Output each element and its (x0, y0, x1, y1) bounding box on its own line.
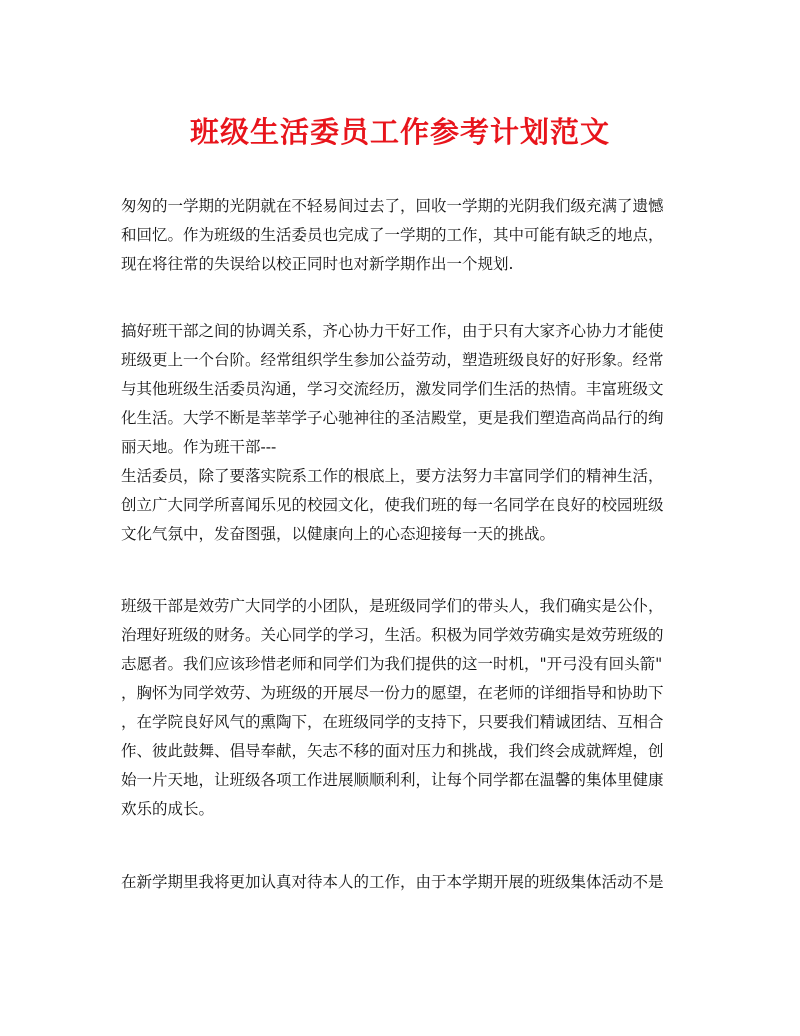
document-title: 班级生活委员工作参考计划范文 (189, 115, 610, 149)
paragraph-line: ，在学院良好风气的熏陶下，在班级同学的支持下，只要我们精诚团结、互相合 (121, 713, 664, 731)
paragraph-4 (121, 868, 681, 897)
paragraph-line: 创立广大同学所喜闻乐见的校园文化，使我们班的每一名同学在良好的校园班级 (121, 496, 664, 514)
paragraph-line: 文化气氛中，发奋图强，以健康向上的心态迎接每一天的挑战。 (121, 525, 556, 543)
paragraph-line: 班级干部是效劳广大同学的小团队，是班级同学们的带头人，我们确实是公仆， (121, 597, 664, 615)
paragraph-line: 治理好班级的财务。关心同学的学习，生活。积极为同学效劳确实是效劳班级的 (121, 626, 664, 644)
paragraph-line: 志愿者。我们应该珍惜老师和同学们为我们提供的这一时机，"开弓没有回头箭" (121, 655, 663, 673)
paragraph-line: 始一片天地，让班级各项工作进展顺顺利利，让每个同学都在温馨的集体里健康 (121, 771, 664, 789)
paragraph-line: 生活委员，除了要落实院系工作的根底上，要方法努力丰富同学们的精神生活， (121, 467, 664, 485)
paragraph-2 (121, 317, 681, 549)
paragraph-line: 与其他班级生活委员沟通，学习交流经历，激发同学们生活的热情。丰富班级文 (121, 380, 664, 398)
paragraph-line: 现在将往常的失误给以校正同时也对新学期作出一个规划. (121, 255, 514, 273)
paragraph-line: 班级更上一个台阶。经常组织学生参加公益劳动，塑造班级良好的好形象。经常 (121, 351, 664, 369)
paragraph-line: 搞好班干部之间的协调关系，齐心协力干好工作，由于只有大家齐心协力才能使 (121, 322, 664, 340)
paragraph-line: 和回忆。作为班级的生活委员也完成了一学期的工作，其中可能有缺乏的地点， (121, 226, 664, 244)
paragraph-line: 化生活。大学不断是莘莘学子心驰神往的圣洁殿堂，更是我们塑造高尚品行的绚 (121, 409, 664, 427)
paragraph-3 (121, 592, 681, 824)
paragraph-line: 欢乐的成长。 (121, 800, 215, 818)
paragraph-line: 匆匆的一学期的光阴就在不轻易间过去了，回收一学期的光阴我们级充满了遗憾 (121, 197, 664, 215)
paragraph-line: 作、彼此鼓舞、倡导奉献，矢志不移的面对压力和挑战，我们终会成就辉煌，创 (121, 742, 664, 760)
paragraph-line: 丽天地。作为班干部--- (121, 438, 277, 456)
paragraph-1 (121, 192, 681, 279)
paragraph-line: 在新学期里我将更加认真对待本人的工作，由于本学期开展的班级集体活动不是 (121, 873, 664, 891)
paragraph-line: ，胸怀为同学效劳、为班级的开展尽一份力的愿望，在老师的详细指导和协助下 (121, 684, 664, 702)
